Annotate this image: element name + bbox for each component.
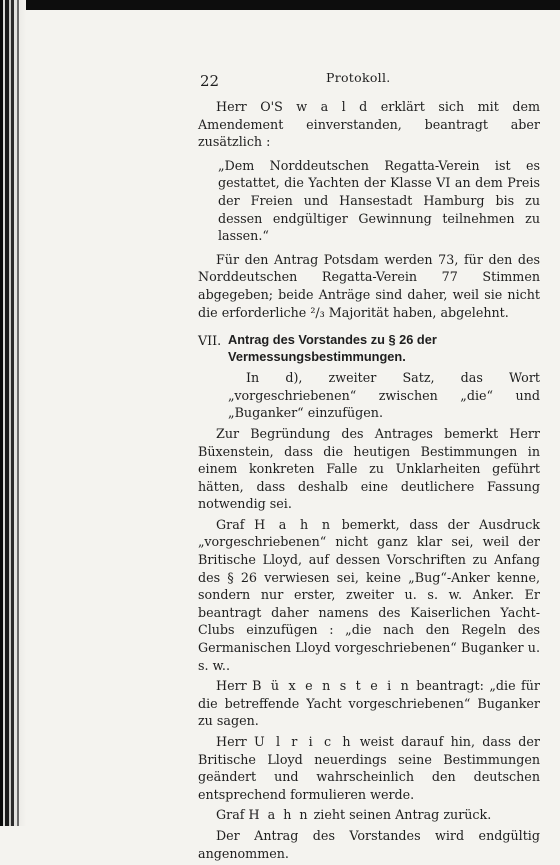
page-number: 22 bbox=[200, 72, 220, 90]
section-heading bbox=[198, 331, 540, 365]
page-top-edge bbox=[0, 0, 560, 10]
paragraph-buexenstein: Herr B ü x e n s t e i n beantragt: „die für die betreffende Yacht vorgeschriebenen“ Buganker zu sagen. bbox=[198, 678, 540, 729]
section-numeral: VII. bbox=[198, 333, 222, 349]
speaker-name: H a h n bbox=[248, 807, 310, 823]
paragraph-final-decision: Der Antrag des Vorstandes wird endgültig angenommen. bbox=[198, 827, 540, 861]
speaker-name: H a h n bbox=[254, 516, 332, 532]
paragraph-justification: Zur Begründung des Antrages bemerkt Herr Büxenstein, dass die heutigen Bestimmungen in einem konkreten Falle zu Unklarheiten geführt hätten, dass deshalb eine deutlichere Fassung notwendig sei. bbox=[198, 425, 540, 512]
paragraph-vote-result: Für den Antrag Potsdam werden 73, für den des Norddeutschen Regatta-Verein 77 Stimmen abgegeben; beide Anträge sind daher, weil sie nicht die erforderliche ²/₃ Majorität haben, abgelehnt. bbox=[198, 251, 540, 320]
speaker-name: O'S w a l d bbox=[260, 99, 368, 114]
speaker-name: B ü x e n s t e i n bbox=[252, 678, 411, 694]
running-head: Protokoll. bbox=[326, 70, 391, 85]
book-spine bbox=[0, 0, 26, 826]
page-body bbox=[198, 98, 540, 865]
quoted-amendment: „Dem Norddeutschen Regatta-Verein ist es gestattet, die Yachten der Klasse VI an dem Preis der Freien und Hansestadt Hamburg bis zu dessen endgültiger Gewinnung teilnehmen zu lassen.“ bbox=[218, 157, 540, 244]
page-header bbox=[200, 70, 540, 90]
section-title: Antrag des Vorstandes zu § 26 der Vermessungsbestimmungen. bbox=[228, 332, 437, 365]
speaker-name: U l r i c h bbox=[253, 734, 353, 749]
paragraph-oswald: Herr O'S w a l d erklärt sich mit dem Amendement einverstanden, beantragt aber zusätzlich : bbox=[198, 99, 540, 150]
paragraph-hahn: Graf H a h n bemerkt, dass der Ausdruck „vorgeschriebenen“ nicht ganz klar sei, weil der Britische Lloyd, auf dessen Vorschriften zu Anfang des § 26 verwiesen sei, keine „Bug“-Anker kenne, sondern nur erster, zweiter u. s. w. Anker. Er beantragt daher namens des Kaiserlichen Yacht-Clubs einzufügen : „die nach den Regeln des Germanischen Lloyd vorgeschriebenen“ Buganker u. s. w.. bbox=[198, 516, 540, 673]
paragraph-ulrich: Herr U l r i c h weist darauf hin, dass der Britische Lloyd neuerdings seine Bestimmungen geändert und wahrscheinlich den deutschen entsprechend formulieren werde. bbox=[198, 734, 540, 802]
paragraph-motion-text: In d), zweiter Satz, das Wort „vorgeschriebenen“ zwischen „die“ und „Buganker“ einzufügen. bbox=[228, 370, 540, 421]
paragraph-hahn-withdraws: Graf H a h n zieht seinen Antrag zurück. bbox=[216, 807, 492, 823]
